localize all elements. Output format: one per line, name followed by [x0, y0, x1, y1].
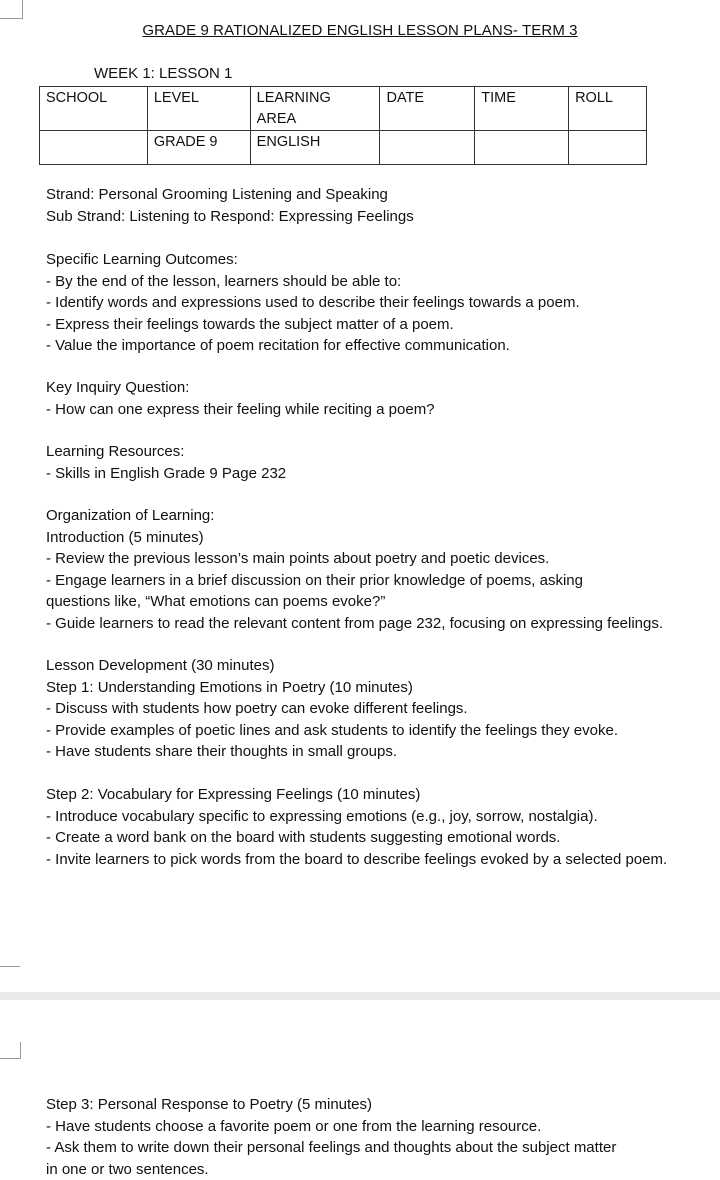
- header-learning-area: LEARNING AREA: [250, 87, 380, 131]
- step1-title: Understanding Emotions in Poetry (10 minutes): [94, 679, 413, 696]
- page-corner-mark: [0, 1042, 21, 1059]
- strand-value: Personal Grooming Listening and Speaking: [94, 186, 388, 203]
- cell-date: [380, 131, 475, 165]
- cell-level: GRADE 9: [147, 131, 250, 165]
- page-margin-mark: [0, 966, 20, 967]
- list-item: - Introduce vocabulary specific to expressing emotions (e.g., joy, sorrow, nostalgia).: [46, 806, 667, 828]
- list-item: - Ask them to write down their personal feelings and thoughts about the subject matter: [46, 1137, 616, 1159]
- step1-label: Step 1:: [46, 679, 94, 696]
- development-block: [46, 655, 618, 763]
- sub-strand-label: Sub Strand:: [46, 208, 125, 225]
- step3-block: [46, 1094, 616, 1180]
- inquiry-heading: Key Inquiry Question:: [46, 377, 435, 399]
- cell-time: [475, 131, 569, 165]
- strand-line: [46, 184, 414, 206]
- development-heading: Lesson Development (30 minutes): [46, 655, 618, 677]
- list-item: - Skills in English Grade 9 Page 232: [46, 463, 286, 485]
- cell-school: [40, 131, 148, 165]
- lesson-info-table: [39, 86, 647, 165]
- list-item: - Guide learners to read the relevant content from page 232, focusing on expressing feelings.: [46, 613, 663, 635]
- list-item: - Create a word bank on the board with students suggesting emotional words.: [46, 827, 667, 849]
- table-row: [40, 131, 647, 165]
- list-item: - Invite learners to pick words from the board to describe feelings evoked by a selected poem.: [46, 849, 667, 871]
- page-corner-mark: [0, 0, 23, 19]
- sub-strand-value: Listening to Respond: Expressing Feelings: [125, 208, 414, 225]
- step2-label: Step 2:: [46, 786, 94, 803]
- inquiry-block: [46, 377, 435, 420]
- step2-heading: [46, 784, 667, 806]
- step2-title: Vocabulary for Expressing Feelings (10 minutes): [94, 786, 421, 803]
- step3-heading: [46, 1094, 616, 1116]
- cell-roll: [569, 131, 647, 165]
- sub-strand-line: [46, 206, 414, 228]
- list-item: - Engage learners in a brief discussion on their prior knowledge of poems, asking: [46, 570, 663, 592]
- list-item: - Have students choose a favorite poem or one from the learning resource.: [46, 1116, 616, 1138]
- table-header-row: [40, 87, 647, 131]
- list-item: questions like, “What emotions can poems evoke?”: [46, 591, 663, 613]
- organization-block: [46, 505, 663, 634]
- resources-heading: Learning Resources:: [46, 441, 286, 463]
- list-item: in one or two sentences.: [46, 1159, 616, 1180]
- outcomes-block: [46, 249, 580, 357]
- header-date: DATE: [380, 87, 475, 131]
- resources-block: [46, 441, 286, 484]
- organization-heading: Organization of Learning:: [46, 505, 663, 527]
- step1-heading: [46, 677, 618, 699]
- step2-block: [46, 784, 667, 870]
- list-item: - Value the importance of poem recitation for effective communication.: [46, 335, 580, 357]
- header-level: LEVEL: [147, 87, 250, 131]
- week-lesson-label: WEEK 1: LESSON 1: [94, 65, 232, 82]
- header-school: SCHOOL: [40, 87, 148, 131]
- strand-label: Strand:: [46, 186, 94, 203]
- document-page-2: [0, 1000, 720, 1177]
- introduction-heading: Introduction (5 minutes): [46, 527, 663, 549]
- list-item: - Identify words and expressions used to describe their feelings towards a poem.: [46, 292, 580, 314]
- header-roll: ROLL: [569, 87, 647, 131]
- list-item: - How can one express their feeling while reciting a poem?: [46, 399, 435, 421]
- page-break: [0, 992, 720, 1000]
- list-item: - By the end of the lesson, learners should be able to:: [46, 271, 580, 293]
- list-item: - Review the previous lesson’s main points about poetry and poetic devices.: [46, 548, 663, 570]
- step3-label: Step 3:: [46, 1096, 94, 1113]
- cell-learning-area: ENGLISH: [250, 131, 380, 165]
- list-item: - Express their feelings towards the subject matter of a poem.: [46, 314, 580, 336]
- strand-block: [46, 184, 414, 227]
- outcomes-heading: Specific Learning Outcomes:: [46, 249, 580, 271]
- list-item: - Discuss with students how poetry can evoke different feelings.: [46, 698, 618, 720]
- list-item: - Provide examples of poetic lines and ask students to identify the feelings they evoke.: [46, 720, 618, 742]
- list-item: - Have students share their thoughts in small groups.: [46, 741, 618, 763]
- document-title: GRADE 9 RATIONALIZED ENGLISH LESSON PLANS- TERM 3: [0, 22, 720, 39]
- step3-title: Personal Response to Poetry (5 minutes): [94, 1096, 372, 1113]
- header-time: TIME: [475, 87, 569, 131]
